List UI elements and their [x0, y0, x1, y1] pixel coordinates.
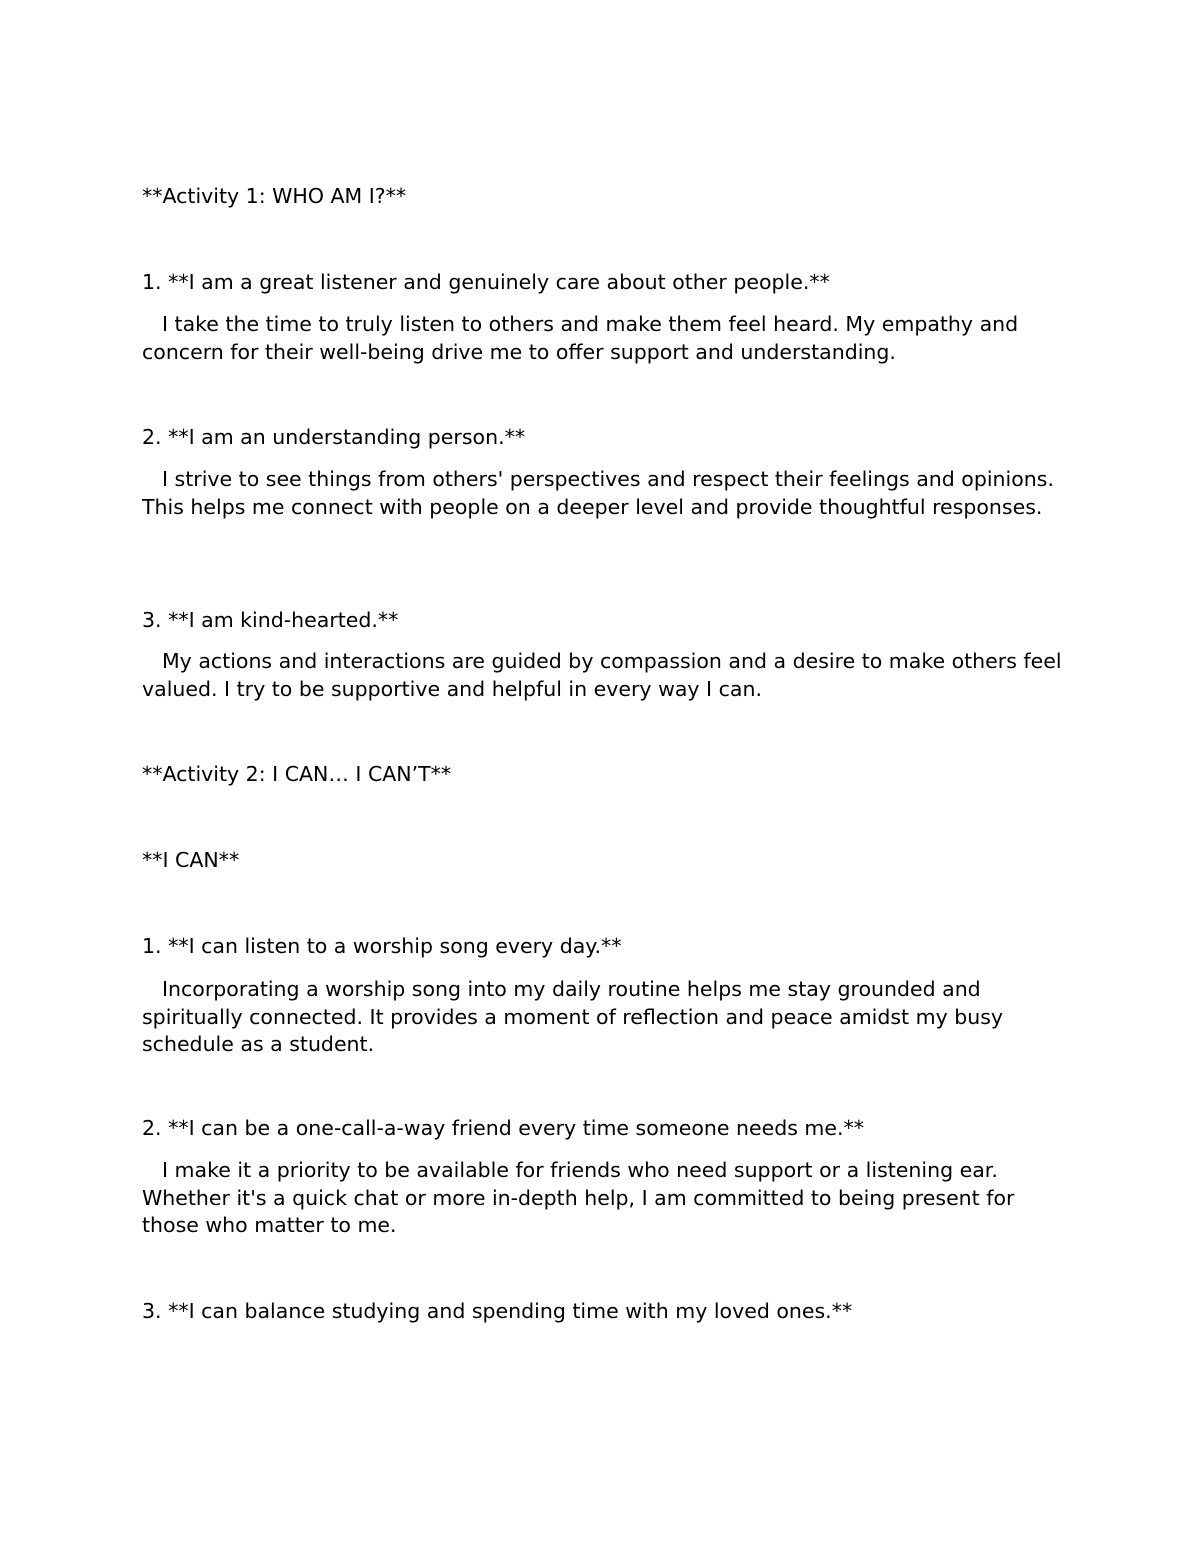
activity1-item-2-body: I strive to see things from others' perspectives and respect their feelings and opinions. This helps me connect with people on a deeper level and provide thoughtful responses. [142, 467, 1054, 519]
i-can-item-1-title: 1. **I can listen to a worship song every day.** [142, 934, 622, 958]
activity1-item-1-title: 1. **I am a great listener and genuinely care about other people.** [142, 270, 830, 294]
activity1-item-3-title: 3. **I am kind-hearted.** [142, 608, 399, 632]
i-can-item-1-body: Incorporating a worship song into my daily routine helps me stay grounded and spiritually connected. It provides a moment of reflection and peace amidst my busy schedule as a student. [142, 977, 1004, 1056]
activity1-item-3-body: My actions and interactions are guided by compassion and a desire to make others feel valued. I try to be supportive and helpful in every way I can. [142, 649, 1062, 701]
activity1-item-1-body: I take the time to truly listen to others and make them feel heard. My empathy and concern for their well-being drive me to offer support and understanding. [142, 312, 1019, 364]
i-can-item-2-title: 2. **I can be a one-call-a-way friend every time someone needs me.** [142, 1116, 865, 1140]
i-can-item-3-title: 3. **I can balance studying and spending time with my loved ones.** [142, 1299, 853, 1323]
activity1-heading: **Activity 1: WHO AM I?** [142, 184, 407, 208]
activity1-item-2-title: 2. **I am an understanding person.** [142, 425, 526, 449]
i-can-item-2-body: I make it a priority to be available for friends who need support or a listening ear. Whether it's a quick chat or more in-depth help, I am committed to being present for those who matter to me. [142, 1158, 1015, 1237]
i-can-heading: **I CAN** [142, 848, 240, 872]
activity2-heading: **Activity 2: I CAN… I CAN’T** [142, 762, 452, 786]
